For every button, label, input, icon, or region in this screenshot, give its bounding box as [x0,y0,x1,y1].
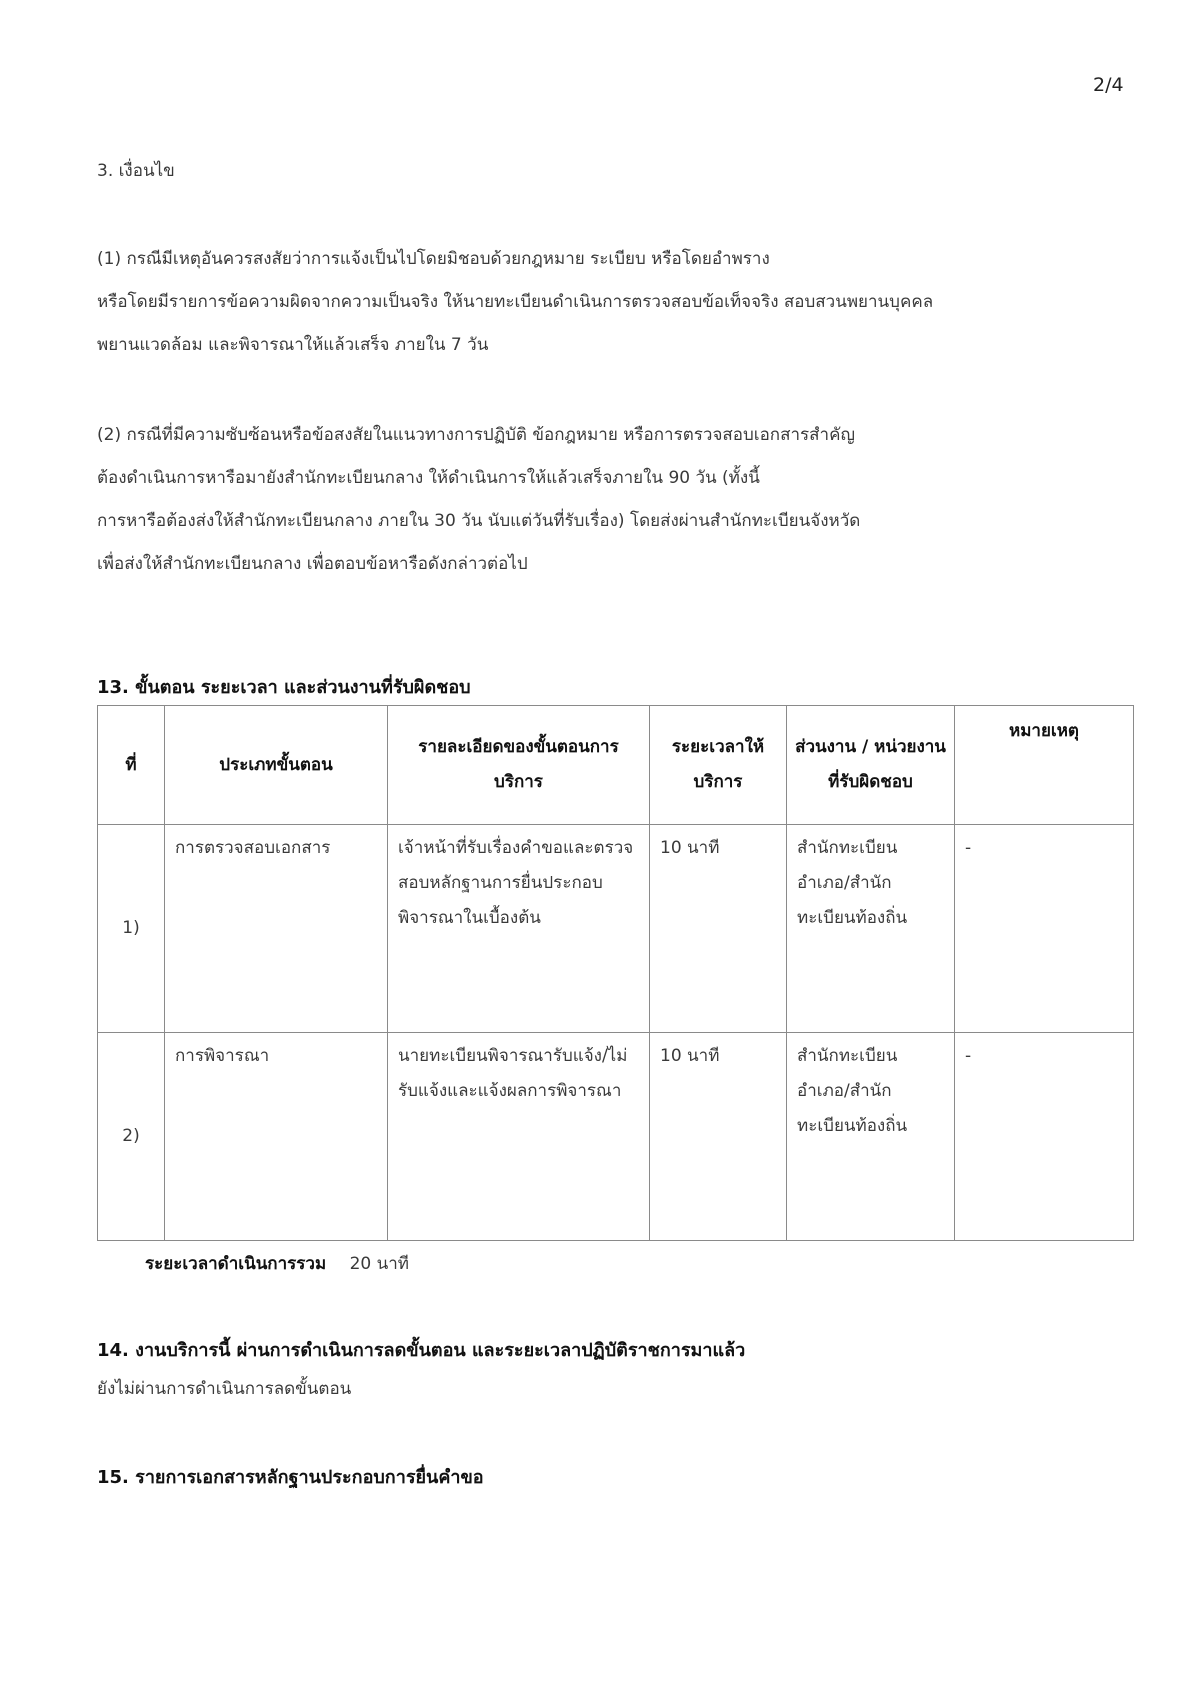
table-header-row [98,706,1134,825]
table-row [98,1033,1134,1241]
table-row [98,825,1134,1033]
header-remark: หมายเหตุ [955,706,1134,825]
row-remark: - [955,1033,1134,1241]
conditions-heading: 3. เงื่อนไข [97,161,175,181]
row-service-time: 10 นาที [650,825,787,1033]
page-number: 2/4 [1093,74,1124,96]
section-14-value: ยังไม่ผ่านการดำเนินการลดขั้นตอน [97,1379,352,1399]
header-step-detail: รายละเอียดของขั้นตอนการบริการ [388,706,650,825]
header-step-type: ประเภทขั้นตอน [165,706,388,825]
section-13-title: 13. ขั้นตอน ระยะเวลา และส่วนงานที่รับผิดชอบ [97,677,471,698]
header-responsible-unit: ส่วนงาน / หน่วยงานที่รับผิดชอบ [787,706,955,825]
condition-2-line-2: ต้องดำเนินการหารือมายังสำนักทะเบียนกลาง ให้ดำเนินการให้แล้วเสร็จภายใน 90 วัน (ทั้งนี้ [97,468,760,488]
row-number: 2) [98,1033,165,1241]
row-step-type: การตรวจสอบเอกสาร [165,825,388,1033]
row-number: 1) [98,825,165,1033]
row-step-detail: นายทะเบียนพิจารณารับแจ้ง/ไม่รับแจ้งและแจ้งผลการพิจารณา [388,1033,650,1241]
section-15-title: 15. รายการเอกสารหลักฐานประกอบการยื่นคำขอ [97,1467,484,1488]
total-duration-value: 20 นาที [349,1254,409,1274]
row-remark: - [955,825,1134,1033]
row-step-detail: เจ้าหน้าที่รับเรื่องคำขอและตรวจสอบหลักฐานการยื่นประกอบพิจารณาในเบื้องต้น [388,825,650,1033]
row-step-type: การพิจารณา [165,1033,388,1241]
header-no: ที่ [98,706,165,825]
total-duration [145,1250,409,1277]
total-duration-label: ระยะเวลาดำเนินการรวม [145,1254,327,1274]
condition-2-line-4: เพื่อส่งให้สำนักทะเบียนกลาง เพื่อตอบข้อหารือดังกล่าวต่อไป [97,554,528,574]
header-service-time: ระยะเวลาให้บริการ [650,706,787,825]
row-responsible-unit: สำนักทะเบียนอำเภอ/สำนักทะเบียนท้องถิ่น [787,825,955,1033]
row-service-time: 10 นาที [650,1033,787,1241]
steps-table [97,705,1134,1241]
condition-2-line-1: (2) กรณีที่มีความซับซ้อนหรือข้อสงสัยในแนวทางการปฏิบัติ ข้อกฎหมาย หรือการตรวจสอบเอกสารสำคัญ [97,425,855,445]
condition-1-line-2: หรือโดยมีรายการข้อความผิดจากความเป็นจริง ให้นายทะเบียนดำเนินการตรวจสอบข้อเท็จจริง สอบสวนพยานบุคคล [97,292,934,312]
condition-1-line-1: (1) กรณีมีเหตุอันควรสงสัยว่าการแจ้งเป็นไปโดยมิชอบด้วยกฎหมาย ระเบียบ หรือโดยอำพราง [97,249,770,269]
condition-1-line-3: พยานแวดล้อม และพิจารณาให้แล้วเสร็จ ภายใน 7 วัน [97,335,489,355]
row-responsible-unit: สำนักทะเบียนอำเภอ/สำนักทะเบียนท้องถิ่น [787,1033,955,1241]
section-14-title: 14. งานบริการนี้ ผ่านการดำเนินการลดขั้นตอน และระยะเวลาปฏิบัติราชการมาแล้ว [97,1340,746,1361]
condition-2-line-3: การหารือต้องส่งให้สำนักทะเบียนกลาง ภายใน 30 วัน นับแต่วันที่รับเรื่อง) โดยส่งผ่านสำนักทะเบียนจังหวัด [97,511,861,531]
